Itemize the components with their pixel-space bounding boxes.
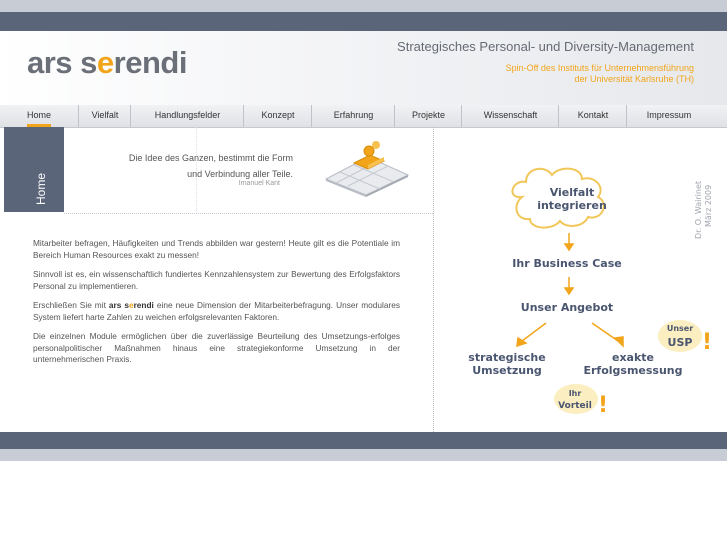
nav-item-vielfalt[interactable] [78,105,131,127]
logo-text-2: rendi [113,45,187,80]
logo-accent: e [96,45,114,80]
spinoff-note [430,63,694,85]
quote-line-1: Die Idee des Ganzen, bestimmt die Form [128,153,293,163]
nav-item-kontakt[interactable] [558,105,627,127]
quote-author: Imanuel Kant [238,180,280,187]
paragraph-3 [33,300,400,323]
paragraph-4: Die einzelnen Module ermöglichen über die zuverlässige Beurteilung des Umsetzungs-erfolges personalpolitischer Maßnahmen hinaus eine strategiekonforme Umsetzung in der unternehmerischen Praxis. [33,331,400,364]
main-nav [0,105,727,128]
quote-line-2: und Verbindung aller Teile. [187,169,293,179]
nav-item-projekte[interactable] [394,105,462,127]
exclamation-icon: ! [598,393,609,418]
body-text [33,238,400,374]
signature-line-2: März 2009 [704,184,713,227]
nav-label: Handlungsfelder [154,110,221,120]
footer-bar [0,432,727,449]
right-branch-line-1: exakte [611,351,655,364]
brand-accent: e [128,300,134,310]
paragraph-3-after: eine neue Dimension der Mitarbeiterbefragung. Unser modulares System liefert harte Zahlen zu weichen erfolgsrelevanten Faktoren. [33,300,400,322]
tagline: Strategisches Personal- und Diversity-Management [397,39,694,54]
arrow-left-down-icon [517,323,546,346]
arrow-down-icon [565,277,573,294]
exclamation-icon: ! [702,330,713,355]
nav-label: Wissenschaft [483,110,538,120]
arrow-right-down-icon [592,323,623,346]
right-branch-line-2: Erfolgsmessung [583,364,683,377]
cloud-line-2: integrieren [537,199,607,212]
nav-item-handlungsfelder[interactable] [130,105,244,127]
usp-line-1: Unser [666,324,694,333]
nav-label: Kontakt [577,110,609,120]
logo[interactable] [27,45,187,81]
divider-horizontal [64,213,433,214]
nav-item-home[interactable] [0,105,78,127]
quote [110,150,293,182]
left-branch-line-2: Umsetzung [472,364,542,377]
top-strip [0,0,727,12]
logo-text-1: ars s [27,45,97,80]
puzzle-image [318,137,413,197]
nav-item-erfahrung[interactable] [311,105,395,127]
brand-text-2: rendi [133,300,154,310]
usp-line-2: USP [667,336,693,349]
nav-item-konzept[interactable] [243,105,312,127]
business-case-label: Ihr Business Case [512,257,622,270]
nav-label: Projekte [411,110,446,120]
signature [694,181,713,239]
left-branch-line-1: strategische [468,351,546,364]
brand-text-1: ars s [108,300,129,310]
signature-line-1: Dr. O. Wairinet [694,180,703,239]
vorteil-line-2: Vorteil [558,401,592,411]
side-tab-label: Home [34,172,48,205]
nav-item-impressum[interactable] [626,105,711,127]
brand-name [109,300,154,310]
vorteil-line-1: Ihr [568,389,582,398]
top-bar [0,12,727,31]
paragraph-2: Sinnvoll ist es, ein wissenschaftlich fundiertes Kennzahlensystem zur Bewertung des Erfolgsfaktors Personal zu implementieren. [33,269,400,291]
nav-label: Home [26,110,51,120]
nav-label: Vielfalt [91,110,119,120]
spinoff-line-2: der Universität Karlsruhe (TH) [574,74,694,84]
nav-label: Konzept [261,110,295,120]
offer-label: Unser Angebot [520,301,614,314]
cloud-line-1: Vielfalt [549,186,595,199]
paragraph-1: Mitarbeiter befragen, Häufigkeiten und Trends abbilden war gestern! Heute gilt es die Potentiale im Bereich Human Resources exakt zu messen! [33,238,400,260]
paragraph-3-before: Erschließen Sie mit [33,300,109,310]
concept-diagram [434,127,727,432]
arrow-down-icon [565,233,573,250]
footer-strip [0,449,727,461]
spinoff-line-1: Spin-Off des Instituts für Unternehmensführung [505,63,694,73]
nav-label: Impressum [646,110,692,120]
nav-item-wissenschaft[interactable] [461,105,559,127]
nav-label: Erfahrung [333,110,374,120]
